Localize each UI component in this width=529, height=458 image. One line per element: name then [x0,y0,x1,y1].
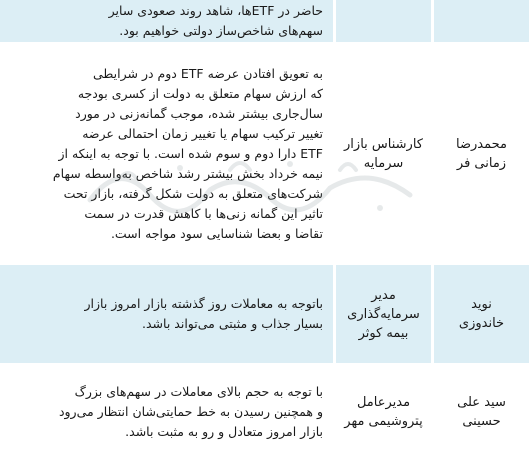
comment-text: حاضر در ETFها، شاهد روند صعودی سایر سهم‌های شاخص‌ساز دولتی خواهیم بود. [108,3,323,38]
name-cell [434,45,529,262]
row-divider [0,363,529,366]
comment-cell [0,366,333,458]
name-cell [434,265,529,363]
row-divider [0,262,529,265]
comment-cell [0,45,333,262]
person-role: مدیر سرمایه‌گذاری بیمه کوثر [347,287,420,341]
comment-cell [0,265,333,363]
person-name: نوید خاندوزی [458,297,505,331]
row-divider [0,42,529,45]
person-name: سید علی حسینی [457,395,506,429]
name-cell [434,0,529,42]
table-row [0,265,529,363]
role-cell [336,265,431,363]
person-role: مدیرعامل پتروشیمی مهر [344,395,423,429]
table-row [0,45,529,262]
person-role: کارشناس بازار سرمایه [344,136,423,171]
column-divider [431,0,434,458]
role-cell [336,45,431,262]
person-name: محمدرضا زمانی فر [456,136,507,171]
column-divider [333,0,336,458]
role-cell [336,366,431,458]
table-row [0,0,529,42]
comment-text: به تعویق افتادن عرضه ETF دوم در شرایطی که ارزش سهام متعلق به دولت از کسری بودجه سال‌جاری بیشتر شده، موجب گمانه‌زنی در مورد تغییر ترکیب سهام یا تغییر زمان احتمالی عرضه ETF دارا دوم و سوم شده است. با توجه به اینکه از نیمه خرداد بخش بیشتر رشد شاخص به‌واسطه سهام شرکت‌های متعلق به دولت شکل گرفته، بازار تحت تاثیر این گمانه زنی‌ها با کاهش قدرت در سمت تقاضا و بعضا شناسایی سود مواجه است. [52,65,323,241]
role-cell [336,0,431,42]
name-cell [434,366,529,458]
comment-text: با توجه به حجم بالای معاملات در سهم‌های بزرگ و همچنین رسیدن به خط حمایتی‌شان انتظار می‌رود بازار امروز متعادل و رو به مثبت باشد. [58,384,323,439]
comment-text: باتوجه به معاملات روز گذشته بازار امروز بازار بسیار جذاب و مثبتی می‌تواند باشد. [84,296,323,331]
comment-cell [0,0,333,42]
table-row [0,366,529,458]
